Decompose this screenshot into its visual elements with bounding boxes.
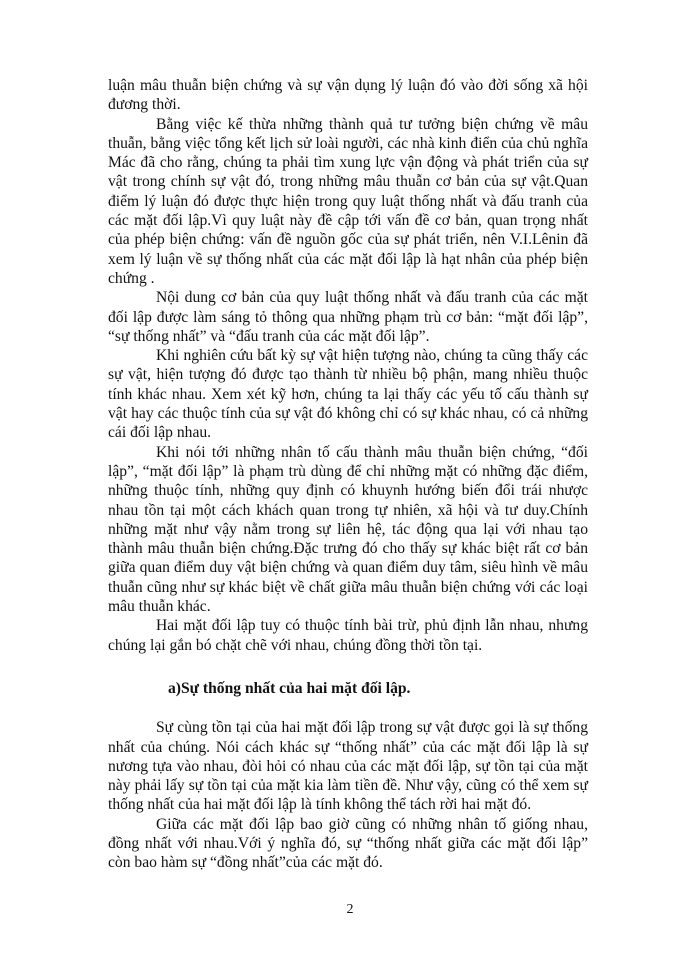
paragraph: Sự cùng tồn tại của hai mặt đối lập trong sự vật được gọi là sự thống nhất của chúng. Nói cách khác sự “thống nhất” của các mặt đối lập là sự nương tựa vào nhau, đòi hỏi có nhau của các mặt đối lập, sự tồn tại của mặt này phải lấy sự tồn tại của mặt kia làm tiền đề. Như vậy, cũng có thể xem sự thống nhất của hai mặt đối lập là tính không thể tách rời hai mặt đó. bbox=[108, 719, 588, 814]
paragraph: Nội dung cơ bản của quy luật thống nhất và đấu tranh của các mặt đối lập được làm sáng tỏ thông qua những phạm trù cơ bản: “mặt đối lập”, “sự thống nhất” và “đấu tranh của các mặt đối lập”. bbox=[108, 289, 588, 345]
paragraph: Hai mặt đối lập tuy có thuộc tính bài trừ, phủ định lẫn nhau, nhưng chúng lại gắn bó chặt chẽ với nhau, chúng đồng thời tồn tại. bbox=[108, 617, 588, 654]
section-heading: a)Sự thống nhất của hai mặt đối lập. bbox=[168, 679, 411, 697]
document-body bbox=[108, 76, 588, 873]
paragraph: Khi nghiên cứu bất kỳ sự vật hiện tượng nào, chúng ta cũng thấy các sự vật, hiện tượng đó được tạo thành từ nhiều bộ phận, mang nhiều thuộc tính khác nhau. Xem xét kỹ hơn, chúng ta lại thấy các yếu tố cấu thành sự vật hay các thuộc tính của sự vật đó không chỉ có sự khác nhau, có cả những cái đối lập nhau. bbox=[108, 347, 588, 442]
paragraph: Bằng việc kế thừa những thành quả tư tưởng biện chứng về mâu thuẫn, bằng việc tổng kết lịch sử loài người, các nhà kinh điển của chủ nghĩa Mác đã cho rằng, chúng ta phải tìm xung lực vận động và phát triển của sự vật trong chính sự vật đó, trong những mâu thuẫn cơ bản của sự vật.Quan điểm lý luận đó được thực hiện trong quy luật thống nhất và đấu tranh của các mặt đối lập.Vì quy luật này đề cập tới vấn đề cơ bản, quan trọng nhất của phép biện chứng: vấn đề nguồn gốc của sự phát triển, nên V.I.Lênin đã xem lý luận về sự thống nhất của các mặt đối lập là hạt nhân của phép biện chứng . bbox=[108, 115, 588, 287]
paragraph-continuation: luận mâu thuẫn biện chứng và sự vận dụng lý luận đó vào đời sống xã hội đương thời. bbox=[108, 77, 588, 114]
paragraph: Khi nói tới những nhân tố cấu thành mâu thuẫn biện chứng, “đối lập”, “mặt đối lập” là phạm trù dùng để chỉ những mặt có những đặc điểm, những thuộc tính, những quy định có khuynh hướng biến đổi trái nhược nhau tồn tại một cách khách quan trong tự nhiên, xã hội và tư duy.Chính những mặt như vậy nằm trong sự liên hệ, tác động qua lại với nhau tạo thành mâu thuẫn biện chứng.Đặc trưng đó cho thấy sự khác biệt rất cơ bản giữa quan điểm duy vật biện chứng và quan điểm duy tâm, siêu hình về mâu thuẫn cũng như sự khác biệt về chất giữa mâu thuẫn biện chứng với các loại mâu thuẫn khác. bbox=[108, 443, 588, 616]
page-number: 2 bbox=[346, 902, 354, 917]
paragraph: Giữa các mặt đối lập bao giờ cũng có những nhân tố giống nhau, đồng nhất với nhau.Với ý nghĩa đó, sự “thống nhất giữa các mặt đối lập” còn bao hàm sự “đồng nhất”của các mặt đó. bbox=[108, 815, 588, 872]
